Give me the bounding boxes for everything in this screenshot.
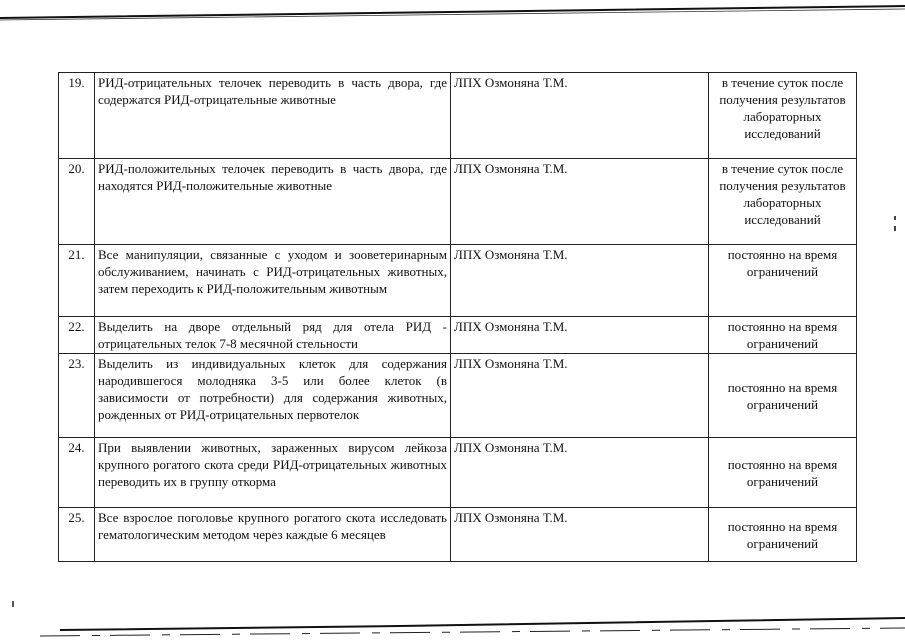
deadline-text: в течение суток после получения результатов лабораторных исследований — [709, 73, 857, 159]
measures-table — [58, 72, 857, 562]
deadline-text: постоянно на время ограничений — [709, 245, 857, 317]
deadline-text: постоянно на время ограничений — [709, 317, 857, 354]
table-row — [59, 438, 857, 508]
measure-text: Все манипуляции, связанные с уходом и зооветеринарным обслуживанием, начинать с РИД-отрицательных животных, затем переходить к РИД-положительным животным — [95, 245, 451, 317]
responsible-party: ЛПХ Озмоняна Т.М. — [451, 317, 709, 354]
scan-margin-mark — [10, 600, 16, 608]
scan-top-border-line — [0, 0, 905, 40]
responsible-party: ЛПХ Озмоняна Т.М. — [451, 245, 709, 317]
measure-text: РИД-положительных телочек переводить в часть двора, где находятся РИД-положительные животные — [95, 159, 451, 245]
measure-text: Выделить из индивидуальных клеток для содержания народившегося молодняка 3-5 или более клеток (в зависимости от потребности) для содержания животных, рожденных от РИД-отрицательных первотелок — [95, 354, 451, 438]
row-number: 25. — [59, 508, 95, 562]
responsible-party: ЛПХ Озмоняна Т.М. — [451, 438, 709, 508]
row-number: 23. — [59, 354, 95, 438]
deadline-text: постоянно на время ограничений — [709, 354, 857, 438]
measure-text: Все взрослое поголовье крупного рогатого скота исследовать гематологическим методом через каждые 6 месяцев — [95, 508, 451, 562]
table-row — [59, 245, 857, 317]
row-number: 20. — [59, 159, 95, 245]
row-number: 22. — [59, 317, 95, 354]
table-row — [59, 508, 857, 562]
scan-bottom-border-line — [0, 600, 905, 640]
responsible-party: ЛПХ Озмоняна Т.М. — [451, 73, 709, 159]
measure-text: Выделить на дворе отдельный ряд для отела РИД - отрицательных телок 7-8 месячной стельности — [95, 317, 451, 354]
row-number: 21. — [59, 245, 95, 317]
deadline-text: постоянно на время ограничений — [709, 438, 857, 508]
measure-text: РИД-отрицательных телочек переводить в часть двора, где содержатся РИД-отрицательные животные — [95, 73, 451, 159]
table-row — [59, 73, 857, 159]
deadline-text: постоянно на время ограничений — [709, 508, 857, 562]
row-number: 19. — [59, 73, 95, 159]
deadline-text: в течение суток после получения результатов лабораторных исследований — [709, 159, 857, 245]
responsible-party: ЛПХ Озмоняна Т.М. — [451, 354, 709, 438]
table-row — [59, 159, 857, 245]
responsible-party: ЛПХ Озмоняна Т.М. — [451, 508, 709, 562]
row-number: 24. — [59, 438, 95, 508]
scan-margin-mark — [893, 214, 897, 234]
measure-text: При выявлении животных, зараженных вирусом лейкоза крупного рогатого скота среди РИД-отрицательных животных переводить их в группу откорма — [95, 438, 451, 508]
table-row — [59, 317, 857, 354]
table-row — [59, 354, 857, 438]
responsible-party: ЛПХ Озмоняна Т.М. — [451, 159, 709, 245]
